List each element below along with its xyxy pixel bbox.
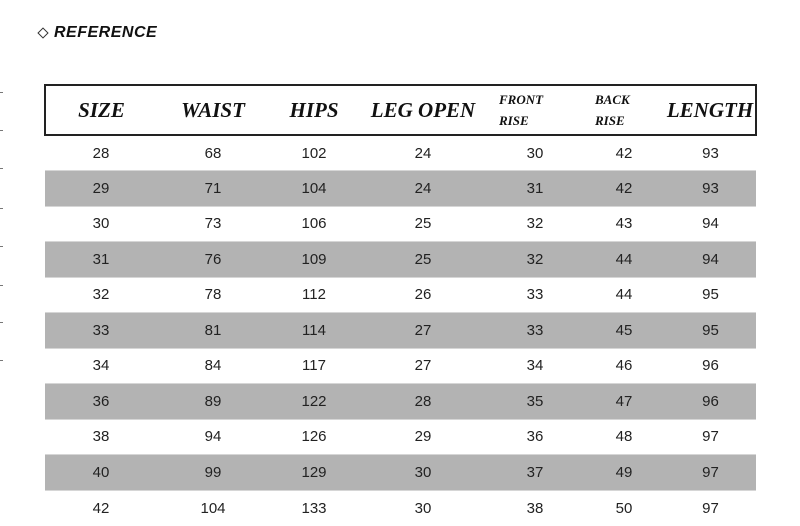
edge-tick <box>0 92 3 93</box>
cell-back-rise: 47 <box>583 384 665 420</box>
cell-waist: 81 <box>157 313 269 349</box>
cell-size: 31 <box>45 242 157 278</box>
table-row <box>45 419 756 455</box>
cell-size: 29 <box>45 171 157 207</box>
edge-tick <box>0 168 3 169</box>
cell-hips: 106 <box>301 215 327 233</box>
cell-front-rise: 36 <box>526 428 544 446</box>
cell-size: 30 <box>92 215 110 233</box>
cell-size: 28 <box>92 144 110 162</box>
cell-length: 95 <box>665 313 756 349</box>
cell-length: 93 <box>665 171 756 207</box>
cell-waist: 104 <box>200 499 226 517</box>
table-header-row <box>45 85 756 135</box>
table-row <box>45 490 756 526</box>
diamond-outline-icon <box>37 27 48 38</box>
header-front-rise-line1: FRONT <box>499 92 544 107</box>
table-row <box>45 171 756 207</box>
table-row <box>45 135 756 171</box>
cell-size: 32 <box>92 286 110 304</box>
cell-hips: 129 <box>269 455 359 491</box>
size-chart-table <box>44 84 757 526</box>
header-size: SIZE <box>45 85 157 135</box>
edge-tick <box>0 322 3 323</box>
cell-leg-open: 29 <box>414 428 432 446</box>
cell-size: 33 <box>45 313 157 349</box>
cell-front-rise: 35 <box>487 384 583 420</box>
cell-length: 94 <box>665 242 756 278</box>
cell-length: 97 <box>702 428 719 446</box>
cell-front-rise: 34 <box>526 357 544 375</box>
cell-waist: 68 <box>204 144 222 162</box>
cell-hips: 102 <box>301 144 327 162</box>
cell-length: 94 <box>702 215 719 233</box>
cell-size: 38 <box>92 428 110 446</box>
cell-hips: 126 <box>301 428 327 446</box>
cell-leg-open: 30 <box>359 455 487 491</box>
cell-back-rise: 49 <box>583 455 665 491</box>
reference-heading <box>38 22 157 44</box>
header-front-rise <box>487 85 583 135</box>
header-hips: HIPS <box>269 85 359 135</box>
cell-waist: 76 <box>157 242 269 278</box>
cell-back-rise: 43 <box>615 215 633 233</box>
cell-front-rise: 32 <box>487 242 583 278</box>
reference-title: REFERENCE <box>54 24 158 41</box>
cell-leg-open: 27 <box>414 357 432 375</box>
cell-size: 42 <box>92 499 110 517</box>
edge-tick <box>0 360 3 361</box>
cell-length: 97 <box>702 499 719 517</box>
cell-front-rise: 33 <box>487 313 583 349</box>
cell-back-rise: 44 <box>615 286 633 304</box>
table-row <box>45 277 756 313</box>
cell-leg-open: 28 <box>359 384 487 420</box>
cell-size: 40 <box>45 455 157 491</box>
cell-hips: 112 <box>302 286 326 304</box>
cell-size: 34 <box>92 357 110 375</box>
cell-waist: 94 <box>204 428 222 446</box>
table-row <box>45 455 756 491</box>
cell-waist: 78 <box>204 286 222 304</box>
cell-waist: 73 <box>204 215 222 233</box>
cell-front-rise: 32 <box>526 215 544 233</box>
cell-waist: 89 <box>157 384 269 420</box>
cell-hips: 114 <box>269 313 359 349</box>
cell-waist: 84 <box>204 357 222 375</box>
cell-size: 36 <box>45 384 157 420</box>
cell-hips: 133 <box>301 499 327 517</box>
cell-length: 93 <box>702 144 719 162</box>
cell-waist: 71 <box>157 171 269 207</box>
edge-tick <box>0 208 3 209</box>
cell-front-rise: 33 <box>526 286 544 304</box>
cell-back-rise: 50 <box>615 499 633 517</box>
header-waist: WAIST <box>157 85 269 135</box>
cell-hips: 104 <box>269 171 359 207</box>
cell-back-rise: 42 <box>583 171 665 207</box>
header-back-rise <box>583 85 665 135</box>
cell-leg-open: 24 <box>359 171 487 207</box>
cell-hips: 117 <box>302 357 326 375</box>
edge-tick <box>0 130 3 131</box>
edge-tick <box>0 285 3 286</box>
header-length: LENGTH <box>665 85 756 135</box>
cell-back-rise: 44 <box>583 242 665 278</box>
header-back-rise-line1: BACK <box>595 92 630 107</box>
cell-length: 97 <box>665 455 756 491</box>
cell-front-rise: 31 <box>487 171 583 207</box>
table-row <box>45 206 756 242</box>
cell-leg-open: 25 <box>414 215 432 233</box>
header-front-rise-line2: RISE <box>499 113 529 128</box>
cell-leg-open: 30 <box>414 499 432 517</box>
cell-length: 95 <box>702 286 719 304</box>
cell-leg-open: 24 <box>414 144 432 162</box>
cell-front-rise: 30 <box>526 144 544 162</box>
header-back-rise-line2: RISE <box>595 113 625 128</box>
cell-back-rise: 45 <box>583 313 665 349</box>
edge-tick <box>0 246 3 247</box>
cell-length: 96 <box>702 357 719 375</box>
cell-waist: 99 <box>157 455 269 491</box>
table-row <box>45 313 756 349</box>
cell-hips: 109 <box>269 242 359 278</box>
table-row <box>45 242 756 278</box>
cell-front-rise: 38 <box>526 499 544 517</box>
cell-leg-open: 26 <box>414 286 432 304</box>
cell-back-rise: 42 <box>615 144 633 162</box>
cell-back-rise: 48 <box>615 428 633 446</box>
cell-front-rise: 37 <box>487 455 583 491</box>
table-row <box>45 384 756 420</box>
cell-hips: 122 <box>269 384 359 420</box>
left-edge-ticks <box>0 0 4 518</box>
cell-leg-open: 27 <box>359 313 487 349</box>
cell-back-rise: 46 <box>615 357 633 375</box>
cell-length: 96 <box>665 384 756 420</box>
cell-leg-open: 25 <box>359 242 487 278</box>
header-leg-open: LEG OPEN <box>359 85 487 135</box>
table-row <box>45 348 756 384</box>
